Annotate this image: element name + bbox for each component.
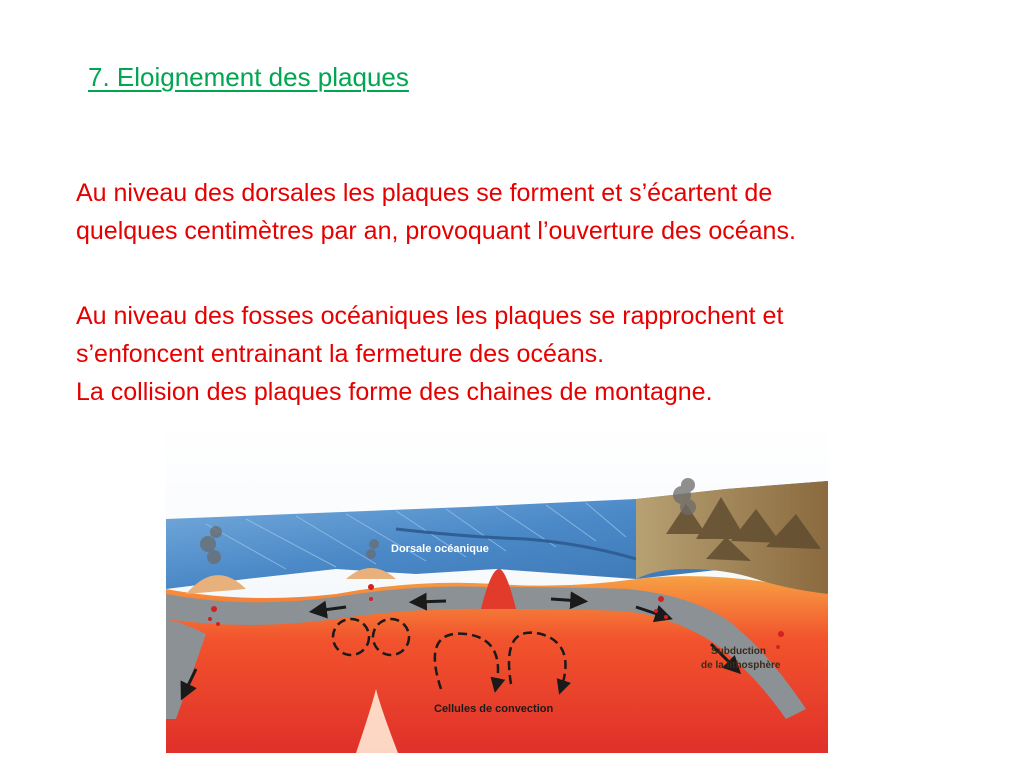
slide-title: 7. Eloignement des plaques bbox=[88, 62, 409, 92]
paragraph-trenches bbox=[76, 297, 783, 411]
plate-tectonics-illustration bbox=[166, 419, 828, 753]
plate-tectonics-diagram bbox=[166, 419, 828, 753]
paragraph-line: Au niveau des dorsales les plaques se forment et s’écartent de bbox=[76, 179, 773, 207]
paragraph-ridges bbox=[76, 174, 796, 250]
label-subduction: Subduction bbox=[711, 646, 766, 657]
paragraph-line: Au niveau des fosses océaniques les plaques se rapprochent et bbox=[76, 302, 784, 330]
paragraph-line: quelques centimètres par an, provoquant l’ouverture des océans. bbox=[76, 217, 796, 245]
paragraph-line: La collision des plaques forme des chaines de montagne. bbox=[76, 378, 713, 406]
paragraph-line: s’enfoncent entrainant la fermeture des océans. bbox=[76, 340, 605, 368]
label-ridge: Dorsale océanique bbox=[391, 543, 489, 555]
label-lithosphere: de la lithosphère bbox=[701, 660, 781, 671]
label-convection: Cellules de convection bbox=[434, 703, 554, 715]
